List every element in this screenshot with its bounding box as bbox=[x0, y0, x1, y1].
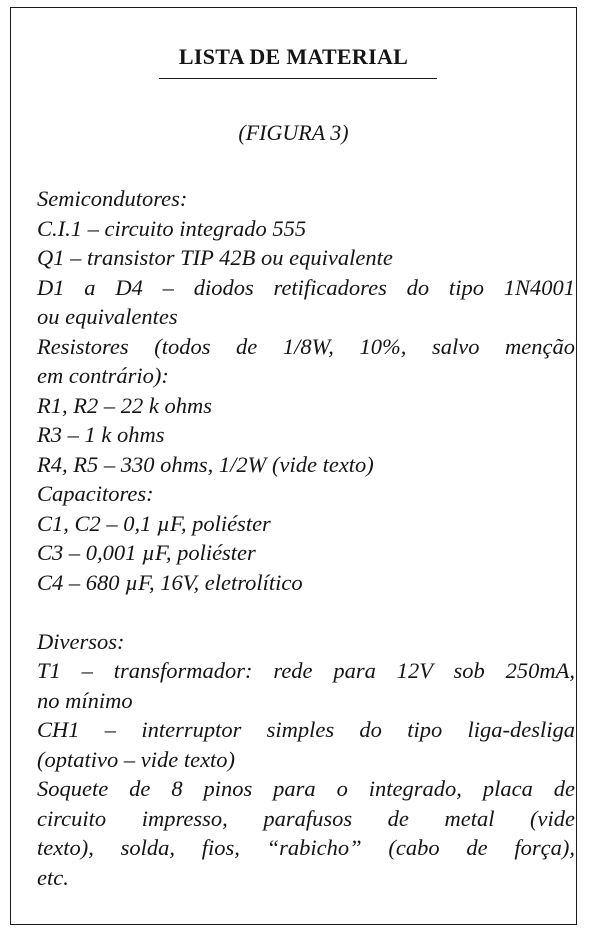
list-item: C1, C2 – 0,1 µF, poliéster bbox=[37, 510, 271, 536]
list-item: D1 a D4 – diodos retificadores do tipo 1N4001 bbox=[37, 274, 575, 300]
list-item: etc. bbox=[37, 864, 69, 890]
section-spacer bbox=[37, 597, 575, 627]
list-item: ou equivalentes bbox=[37, 304, 178, 329]
list-item: C3 – 0,001 µF, poliéster bbox=[37, 540, 256, 565]
section-heading-resistors: Resistores (todos de 1/8W, 10%, salvo menção bbox=[37, 333, 575, 359]
list-item: (optativo – vide texto) bbox=[37, 746, 236, 772]
list-item: no mínimo bbox=[37, 687, 133, 713]
section-heading-capacitors: Capacitores: bbox=[37, 481, 154, 506]
list-item: Soquete de 8 pinos para o integrado, placa de bbox=[37, 776, 575, 801]
figure-reference: (FIGURA 3) bbox=[238, 120, 349, 145]
list-item: R4, R5 – 330 ohms, 1/2W (vide texto) bbox=[37, 451, 374, 477]
document-title: LISTA DE MATERIAL bbox=[178, 44, 409, 69]
list-item: R3 – 1 k ohms bbox=[37, 422, 165, 447]
list-item: Q1 – transistor TIP 42B ou equivalente bbox=[37, 245, 393, 270]
list-item: C4 – 680 µF, 16V, eletrolítico bbox=[37, 569, 303, 595]
section-heading-miscellaneous: Diversos: bbox=[37, 628, 125, 654]
material-list bbox=[37, 184, 575, 892]
document-frame bbox=[10, 7, 577, 925]
list-item: C.I.1 – circuito integrado 555 bbox=[37, 215, 307, 241]
list-item: R1, R2 – 22 k ohms bbox=[37, 392, 212, 418]
list-item: T1 – transformador: rede para 12V sob 250mA, bbox=[37, 658, 575, 683]
list-item: circuito impresso, parafusos de metal (vide bbox=[37, 805, 575, 831]
title-underline bbox=[159, 78, 437, 79]
section-heading-semiconductors: Semicondutores: bbox=[37, 186, 188, 211]
list-item: em contrário): bbox=[37, 363, 169, 388]
list-item: texto), solda, fios, “rabicho” (cabo de força), bbox=[37, 835, 575, 860]
list-item: CH1 – interruptor simples do tipo liga-desliga bbox=[37, 717, 575, 742]
